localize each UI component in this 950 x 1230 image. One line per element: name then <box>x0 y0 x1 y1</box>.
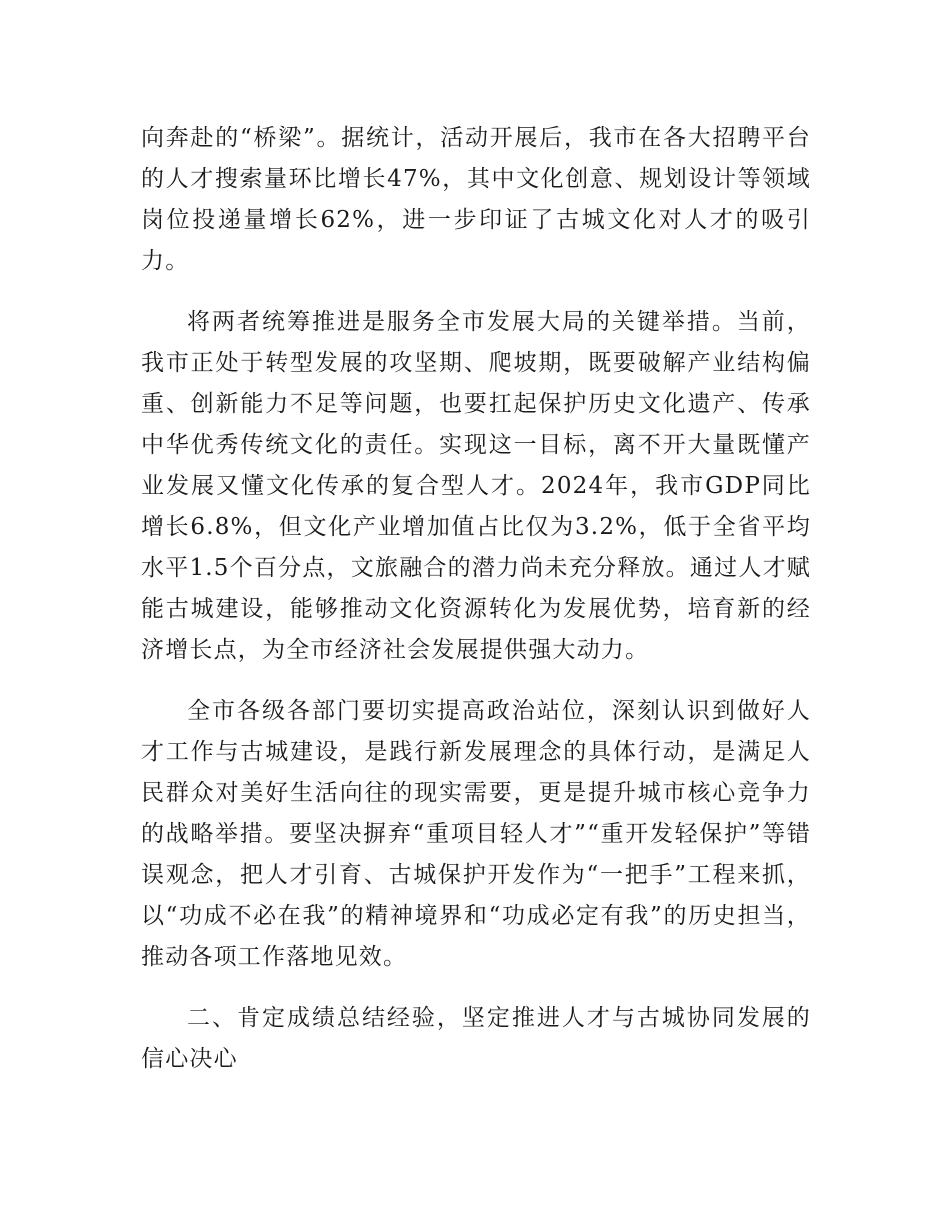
paragraph-overall-situation: 将两者统筹推进是服务全市发展大局的关键举措。当前，我市正处于转型发展的攻坚期、爬坡期，既要破解产业结构偏重、创新能力不足等问题，也要扛起保护历史文化遗产、传承中华优秀传统文化的责任。实现这一目标，离不开大量既懂产业发展又懂文化传承的复合型人才。2024年，我市GDP同比增长6.8%，但文化产业增加值占比仅为3.2%，低于全省平均水平1.5个百分点，文旅融合的潜力尚未充分释放。通过人才赋能古城建设，能够推动文化资源转化为发展优势，培育新的经济增长点，为全市经济社会发展提供强大动力。 <box>141 309 811 663</box>
section-heading-two: 二、肯定成绩总结经验，坚定推进人才与古城协同发展的信心决心 <box>141 1005 811 1072</box>
document-body <box>141 118 811 1100</box>
paragraph-continuation: 向奔赴的“桥梁”。据统计，活动开展后，我市在各大招聘平台的人才搜索量环比增长47%，其中文化创意、规划设计等领域岗位投递量增长62%，进一步印证了古城文化对人才的吸引力。 <box>141 125 811 274</box>
paragraph-political-stance: 全市各级各部门要切实提高政治站位，深刻认识到做好人才工作与古城建设，是践行新发展理念的具体行动，是满足人民群众对美好生活向往的现实需要，更是提升城市核心竞争力的战略举措。要坚决摒弃“重项目轻人才”“重开发轻保护”等错误观念，把人才引育、古城保护开发作为“一把手”工程来抓，以“功成不必在我”的精神境界和“功成必定有我”的历史担当，推动各项工作落地见效。 <box>141 698 811 970</box>
